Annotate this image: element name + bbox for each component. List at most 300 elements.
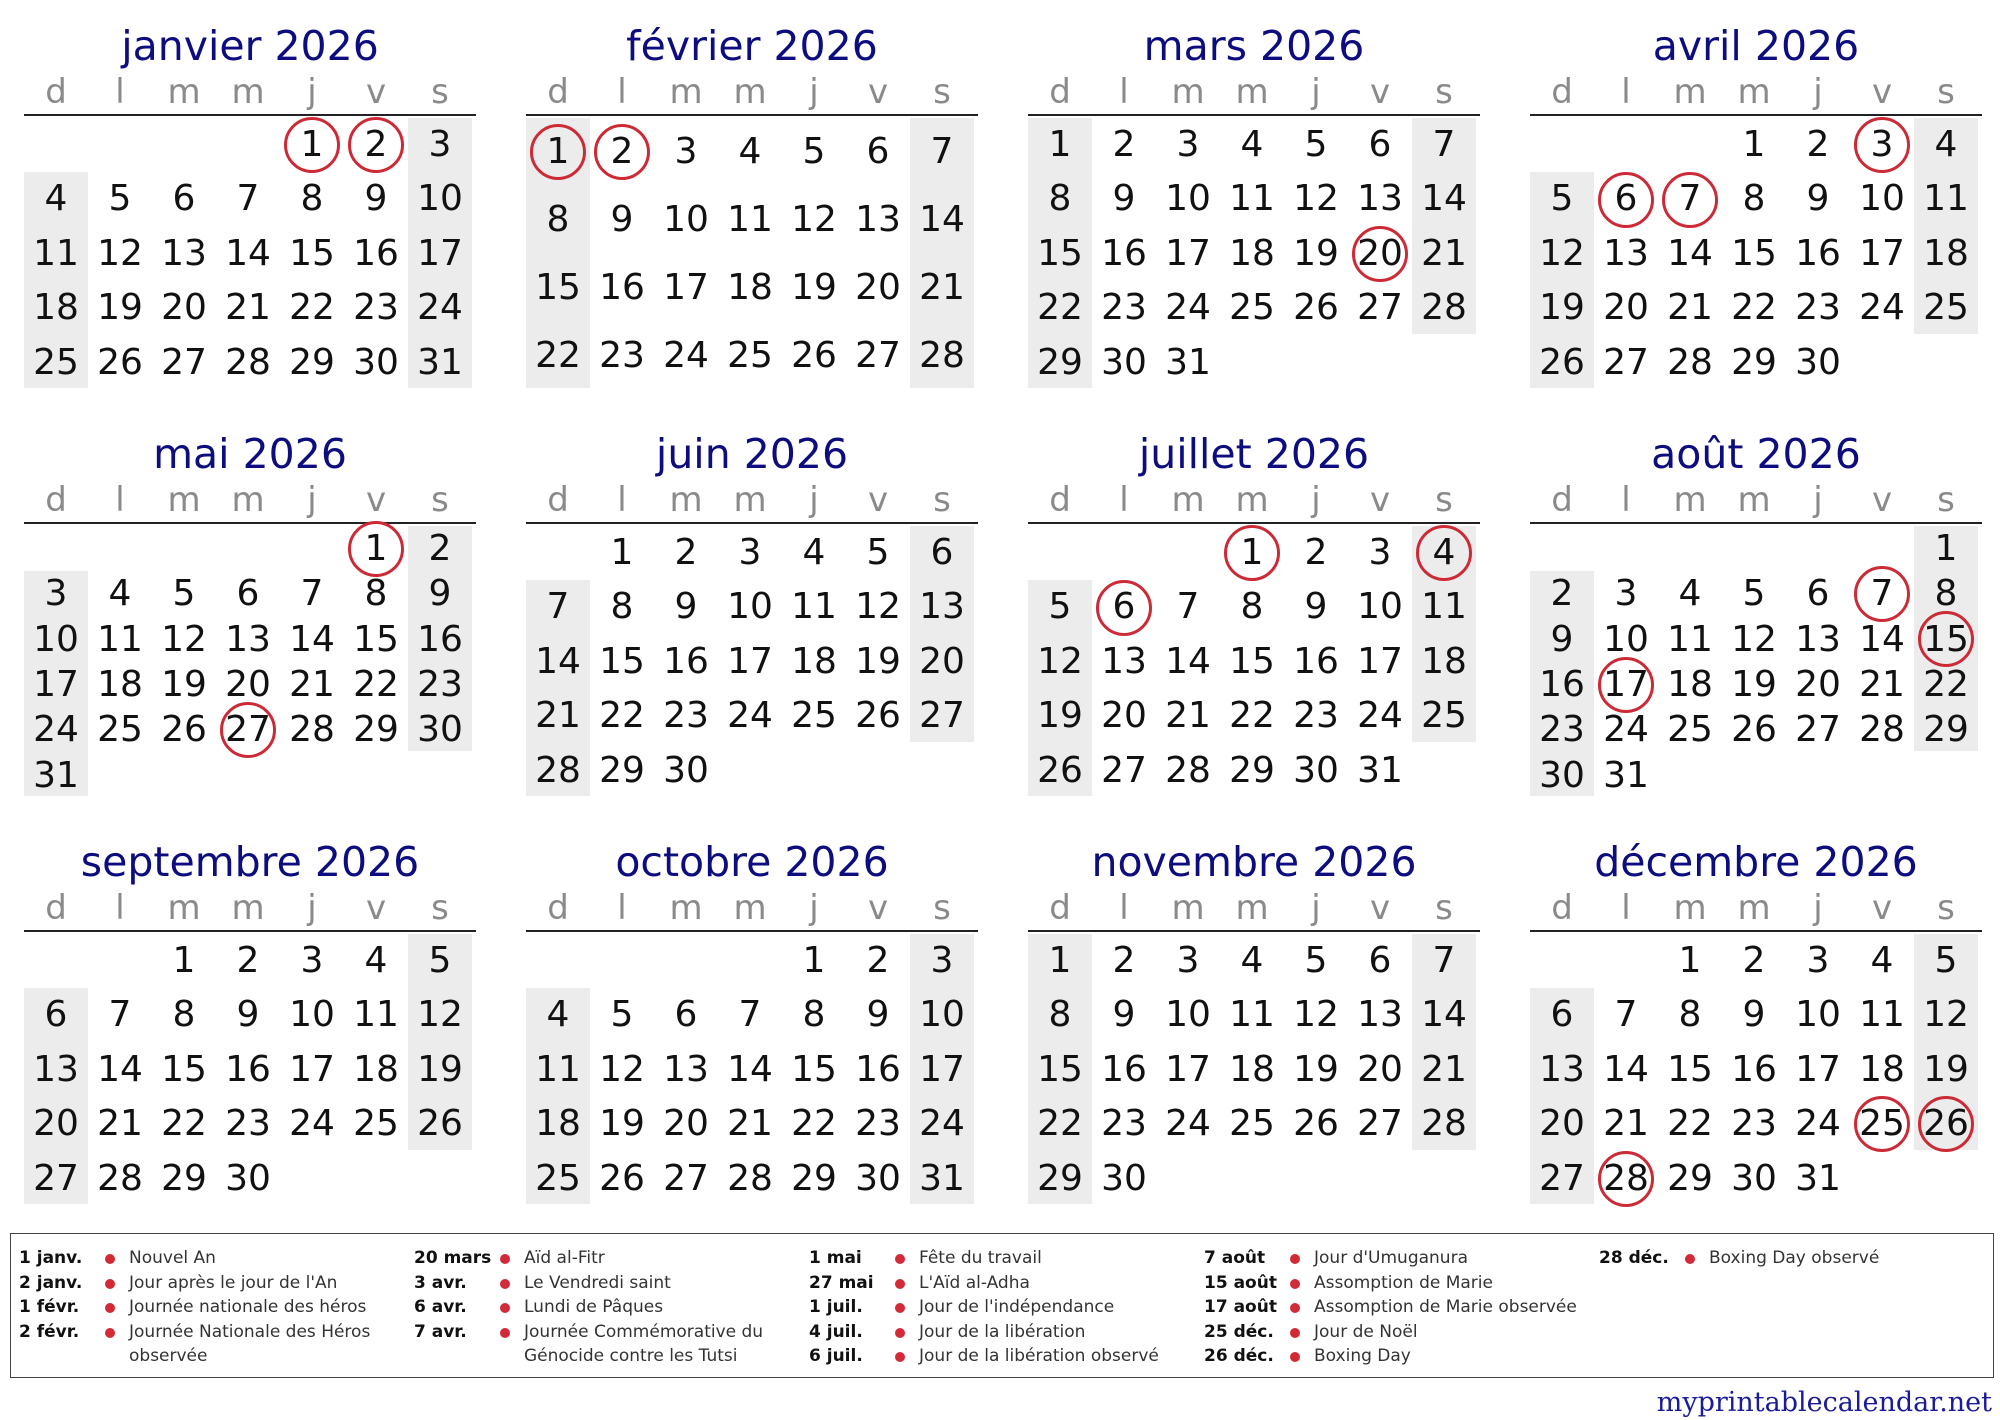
- day-cell: 22: [1923, 664, 1969, 705]
- day-cell: 5: [1934, 940, 1958, 981]
- day-cell: 28: [535, 749, 581, 791]
- day-cell: 24: [289, 1103, 335, 1145]
- day-cell: 23: [1101, 1103, 1147, 1145]
- day-cell: 7: [546, 586, 570, 628]
- day-cell: 24: [417, 287, 463, 329]
- day-cell: 26: [161, 709, 207, 751]
- bullet-icon: [500, 1254, 510, 1264]
- day-cell: 18: [1859, 1048, 1905, 1090]
- weekday-label: m: [733, 72, 767, 112]
- day-cell: 17: [1165, 232, 1211, 274]
- legend-column-3: [809, 1246, 1189, 1369]
- day-cell: 3: [674, 131, 698, 172]
- weekday-label: m: [231, 480, 265, 520]
- holiday-entry: [809, 1320, 1189, 1345]
- day-cell: 26: [1293, 1103, 1339, 1145]
- day-cell: 23: [663, 695, 709, 737]
- weekday-label: s: [1937, 72, 1955, 112]
- day-cell: 3: [1614, 573, 1638, 615]
- weekday-label: v: [867, 480, 889, 520]
- day-cell: 11: [1859, 994, 1905, 1036]
- day-cell: 18: [353, 1048, 399, 1090]
- month-8: [1530, 430, 1982, 796]
- day-cell: 17: [1165, 1048, 1211, 1090]
- day-cell: 20: [1348, 227, 1412, 281]
- holiday-entry: [1204, 1344, 1584, 1369]
- weekday-label: d: [1551, 72, 1573, 112]
- day-cell: 30: [1795, 341, 1841, 383]
- holiday-name: Fête du travail: [919, 1248, 1042, 1268]
- day-cell: 10: [289, 994, 335, 1036]
- day-cell: 13: [1795, 618, 1841, 660]
- weekday-label: v: [1369, 480, 1391, 520]
- day-cell: 23: [225, 1103, 271, 1145]
- weekday-label: d: [1049, 72, 1071, 112]
- legend-column-5: [1599, 1246, 1979, 1271]
- day-cell: 3: [44, 573, 68, 615]
- holiday-circle: [530, 124, 586, 180]
- day-cell: 10: [663, 199, 709, 240]
- weekday-label: v: [867, 888, 889, 928]
- day-cell: 12: [791, 199, 837, 240]
- day-cell: 26: [599, 1157, 645, 1199]
- weekday-label: s: [933, 72, 951, 112]
- bullet-icon: [105, 1328, 115, 1338]
- day-cell: 14: [225, 232, 271, 274]
- day-cell: 22: [791, 1103, 837, 1145]
- day-cell: 17: [289, 1048, 335, 1090]
- day-cell: 2: [1742, 940, 1766, 981]
- weekday-label: l: [1119, 888, 1129, 928]
- day-cell: 1: [1934, 528, 1958, 569]
- bullet-icon: [895, 1279, 905, 1289]
- day-cell: 14: [1165, 640, 1211, 682]
- day-cell: 30: [225, 1157, 271, 1199]
- weekday-label: m: [1171, 72, 1205, 112]
- day-cell: 21: [1421, 232, 1467, 274]
- day-cell: 12: [1293, 994, 1339, 1036]
- weekday-label: m: [1235, 72, 1269, 112]
- day-cell: 4: [802, 532, 826, 573]
- day-cell: 22: [1037, 287, 1083, 329]
- day-cell: 1: [344, 526, 408, 571]
- bullet-icon: [1290, 1352, 1300, 1362]
- month-4: [1530, 22, 1982, 388]
- day-cell: 14: [919, 199, 965, 240]
- day-cell: 7: [930, 131, 954, 172]
- weekday-label: m: [1737, 480, 1771, 520]
- day-cell: 19: [1293, 1048, 1339, 1090]
- day-cell: 7: [1850, 571, 1914, 616]
- weekday-label: s: [1937, 888, 1955, 928]
- day-cell: 21: [1859, 664, 1905, 705]
- day-cell: 8: [1742, 178, 1766, 220]
- day-cell: 13: [1101, 640, 1147, 682]
- month-12: [1530, 838, 1982, 1204]
- weekday-header: [24, 70, 476, 116]
- weekday-label: d: [45, 480, 67, 520]
- weekday-label: m: [167, 72, 201, 112]
- day-cell: 11: [97, 618, 143, 660]
- day-cell: 31: [919, 1157, 965, 1199]
- day-cell: 25: [727, 335, 773, 376]
- day-cell: 26: [1293, 287, 1339, 329]
- day-cell: 24: [919, 1103, 965, 1145]
- weekday-label: l: [115, 888, 125, 928]
- weekday-label: d: [547, 888, 569, 928]
- day-cell: 28: [97, 1157, 143, 1199]
- day-cell: 12: [599, 1048, 645, 1090]
- day-cell: 8: [300, 178, 324, 220]
- weekday-label: m: [733, 480, 767, 520]
- day-cell: 2: [1806, 124, 1830, 165]
- day-cell: 27: [663, 1157, 709, 1199]
- month-6: [526, 430, 978, 796]
- day-cell: 9: [1112, 994, 1136, 1036]
- day-cell: 5: [1304, 940, 1328, 981]
- holiday-date: 1 juil.: [809, 1297, 863, 1318]
- holiday-circle: [1598, 1151, 1654, 1207]
- day-grid: [1530, 116, 1982, 388]
- day-cell: 9: [1742, 994, 1766, 1036]
- bullet-icon: [895, 1328, 905, 1338]
- day-cell: 17: [1357, 640, 1403, 682]
- day-cell: 14: [1603, 1048, 1649, 1090]
- month-7: [1028, 430, 1480, 796]
- day-cell: 23: [1731, 1103, 1777, 1145]
- day-cell: 18: [727, 267, 773, 308]
- day-cell: 18: [1229, 1048, 1275, 1090]
- day-cell: 11: [33, 232, 79, 274]
- day-cell: 9: [1550, 618, 1574, 660]
- day-cell: 12: [1923, 994, 1969, 1036]
- weekday-label: s: [1937, 480, 1955, 520]
- day-cell: 20: [663, 1103, 709, 1145]
- weekday-label: j: [1311, 480, 1321, 520]
- holiday-entry: [1204, 1320, 1584, 1345]
- day-cell: 8: [610, 586, 634, 628]
- day-cell: 31: [1165, 341, 1211, 383]
- month-title: mai 2026: [153, 430, 347, 478]
- website-link[interactable]: myprintablecalendar.net: [1656, 1387, 1992, 1418]
- day-cell: 12: [855, 586, 901, 628]
- day-cell: 16: [1293, 640, 1339, 682]
- holiday-date: 3 avr.: [414, 1272, 467, 1293]
- day-cell: 2: [1112, 940, 1136, 981]
- month-title: janvier 2026: [121, 22, 379, 70]
- holiday-circle: [1662, 172, 1718, 228]
- weekday-header: [1530, 478, 1982, 524]
- day-cell: 5: [610, 994, 634, 1036]
- weekday-label: j: [809, 480, 819, 520]
- day-cell: 29: [353, 709, 399, 751]
- weekday-label: m: [1171, 480, 1205, 520]
- day-grid: [526, 932, 978, 1204]
- day-cell: 10: [33, 618, 79, 660]
- day-cell: 1: [280, 118, 344, 172]
- weekday-label: m: [1171, 888, 1205, 928]
- day-cell: 16: [1101, 232, 1147, 274]
- weekday-header: [24, 478, 476, 524]
- day-cell: 6: [1550, 994, 1574, 1036]
- holiday-date: 6 avr.: [414, 1297, 467, 1318]
- day-cell: 27: [1357, 287, 1403, 329]
- day-cell: 15: [289, 232, 335, 274]
- weekday-label: l: [1621, 72, 1631, 112]
- weekday-label: v: [1871, 888, 1893, 928]
- weekday-label: d: [45, 72, 67, 112]
- holiday-circle: [348, 117, 404, 173]
- day-cell: 7: [1432, 940, 1456, 981]
- day-cell: 2: [236, 940, 260, 981]
- bullet-icon: [1290, 1279, 1300, 1289]
- day-cell: 15: [353, 618, 399, 660]
- day-cell: 7: [108, 994, 132, 1036]
- day-grid: [1028, 932, 1480, 1204]
- day-cell: 25: [535, 1157, 581, 1199]
- day-cell: 17: [1594, 662, 1658, 707]
- holiday-name: Journée nationale des héros: [129, 1297, 367, 1318]
- day-cell: 25: [97, 709, 143, 751]
- day-cell: 22: [1229, 695, 1275, 737]
- day-cell: 20: [33, 1103, 79, 1145]
- day-cell: 6: [930, 532, 954, 573]
- day-cell: 21: [1667, 287, 1713, 329]
- holiday-name: Jour de la libération observé: [919, 1346, 1159, 1367]
- bullet-icon: [895, 1254, 905, 1264]
- day-cell: 24: [663, 335, 709, 376]
- day-cell: 25: [1850, 1097, 1914, 1151]
- weekday-label: s: [431, 888, 449, 928]
- day-cell: 24: [1165, 287, 1211, 329]
- day-cell: 4: [1934, 124, 1958, 165]
- day-cell: 1: [1678, 940, 1702, 981]
- holiday-entry: [414, 1320, 794, 1369]
- weekday-label: s: [1435, 888, 1453, 928]
- day-cell: 23: [417, 664, 463, 705]
- day-cell: 27: [216, 707, 280, 752]
- day-grid: [1530, 524, 1982, 796]
- weekday-label: s: [1435, 480, 1453, 520]
- day-cell: 18: [33, 287, 79, 329]
- day-cell: 29: [289, 341, 335, 383]
- day-cell: 19: [1731, 664, 1777, 705]
- weekday-label: l: [1119, 72, 1129, 112]
- day-cell: 8: [1678, 994, 1702, 1036]
- day-cell: 1: [610, 532, 634, 573]
- day-cell: 1: [1742, 124, 1766, 165]
- day-cell: 24: [1357, 695, 1403, 737]
- weekday-header: [1530, 70, 1982, 116]
- day-cell: 19: [1539, 287, 1585, 329]
- day-cell: 14: [1859, 618, 1905, 660]
- day-cell: 4: [1240, 124, 1264, 165]
- holiday-name: Jour de l'indépendance: [919, 1297, 1115, 1318]
- holiday-name: Boxing Day observé: [1709, 1248, 1880, 1268]
- month-title: juillet 2026: [1138, 430, 1370, 478]
- holiday-date: 4 juil.: [809, 1321, 863, 1342]
- day-cell: 16: [417, 618, 463, 660]
- legend-column-1: [19, 1246, 399, 1369]
- day-cell: 30: [663, 749, 709, 791]
- day-grid: [1028, 116, 1480, 388]
- day-cell: 27: [1357, 1103, 1403, 1145]
- month-title: mars 2026: [1143, 22, 1365, 70]
- day-cell: 6: [44, 994, 68, 1036]
- weekday-header: [526, 70, 978, 116]
- weekday-label: d: [547, 480, 569, 520]
- day-cell: 20: [855, 267, 901, 308]
- day-grid: [1028, 524, 1480, 796]
- day-cell: 25: [33, 341, 79, 383]
- day-cell: 20: [1795, 664, 1841, 705]
- day-cell: 17: [663, 267, 709, 308]
- day-cell: 31: [417, 341, 463, 383]
- day-cell: 28: [1421, 1103, 1467, 1145]
- day-cell: 22: [535, 335, 581, 376]
- day-cell: 2: [1550, 573, 1574, 615]
- day-cell: 11: [1421, 586, 1467, 628]
- day-cell: 26: [1037, 749, 1083, 791]
- weekday-label: j: [809, 72, 819, 112]
- day-cell: 3: [1176, 124, 1200, 165]
- weekday-header: [1028, 70, 1480, 116]
- day-cell: 14: [97, 1048, 143, 1090]
- day-cell: 14: [1667, 232, 1713, 274]
- day-cell: 9: [428, 573, 452, 615]
- day-cell: 10: [1603, 618, 1649, 660]
- day-cell: 18: [1421, 640, 1467, 682]
- holiday-circle: [220, 702, 276, 758]
- day-cell: 1: [1048, 940, 1072, 981]
- holiday-entry: [1204, 1295, 1584, 1320]
- holiday-name: Jour après le jour de l'An: [129, 1272, 338, 1293]
- day-cell: 11: [353, 994, 399, 1036]
- day-cell: 8: [1048, 994, 1072, 1036]
- day-grid: [1530, 932, 1982, 1204]
- day-cell: 15: [1037, 232, 1083, 274]
- day-cell: 21: [919, 267, 965, 308]
- day-cell: 6: [866, 131, 890, 172]
- bullet-icon: [500, 1303, 510, 1313]
- day-cell: 24: [727, 695, 773, 737]
- day-cell: 1: [172, 940, 196, 981]
- day-cell: 23: [855, 1103, 901, 1145]
- day-cell: 8: [802, 994, 826, 1036]
- holiday-date: 17 août: [1204, 1297, 1277, 1318]
- holiday-circle: [1224, 525, 1280, 581]
- holiday-circle: [1598, 657, 1654, 713]
- day-cell: 24: [33, 709, 79, 751]
- day-cell: 16: [1101, 1048, 1147, 1090]
- day-cell: 19: [1037, 695, 1083, 737]
- weekday-header: [1530, 886, 1982, 932]
- day-cell: 18: [535, 1103, 581, 1145]
- day-cell: 16: [1731, 1048, 1777, 1090]
- weekday-label: j: [307, 888, 317, 928]
- day-cell: 7: [300, 573, 324, 615]
- day-cell: 28: [1421, 287, 1467, 329]
- weekday-label: l: [1621, 480, 1631, 520]
- legend-column-2: [414, 1246, 794, 1369]
- legend-column-4: [1204, 1246, 1584, 1369]
- holiday-date: 28 déc.: [1599, 1248, 1669, 1268]
- bullet-icon: [1290, 1303, 1300, 1313]
- weekday-label: m: [1737, 72, 1771, 112]
- weekday-label: j: [307, 480, 317, 520]
- day-cell: 9: [1806, 178, 1830, 220]
- day-cell: 15: [1914, 617, 1978, 662]
- bullet-icon: [105, 1254, 115, 1264]
- day-cell: 9: [610, 199, 634, 240]
- holiday-entry: [19, 1271, 399, 1296]
- day-cell: 4: [738, 131, 762, 172]
- day-cell: 12: [161, 618, 207, 660]
- day-cell: 29: [1667, 1157, 1713, 1199]
- day-cell: 30: [1539, 754, 1585, 796]
- day-cell: 11: [535, 1048, 581, 1090]
- day-cell: 29: [1037, 341, 1083, 383]
- weekday-label: d: [1551, 480, 1573, 520]
- day-cell: 28: [1667, 341, 1713, 383]
- weekday-header: [24, 886, 476, 932]
- day-cell: 2: [866, 940, 890, 981]
- weekday-label: m: [1235, 888, 1269, 928]
- day-cell: 22: [1667, 1103, 1713, 1145]
- day-cell: 15: [1229, 640, 1275, 682]
- weekday-label: m: [1235, 480, 1269, 520]
- weekday-label: m: [1673, 480, 1707, 520]
- holiday-date: 20 mars: [414, 1248, 492, 1268]
- day-cell: 18: [1923, 232, 1969, 274]
- day-cell: 29: [791, 1157, 837, 1199]
- day-cell: 12: [1293, 178, 1339, 220]
- holiday-circle: [1416, 525, 1472, 581]
- day-cell: 21: [1165, 695, 1211, 737]
- holiday-date: 7 avr.: [414, 1321, 467, 1342]
- holiday-name: Boxing Day: [1314, 1346, 1411, 1367]
- day-cell: 2: [1112, 124, 1136, 165]
- day-cell: 13: [1357, 994, 1403, 1036]
- day-cell: 19: [791, 267, 837, 308]
- day-cell: 24: [1603, 709, 1649, 751]
- weekday-label: l: [115, 72, 125, 112]
- day-cell: 15: [535, 267, 581, 308]
- weekday-label: d: [1049, 480, 1071, 520]
- weekday-label: m: [669, 72, 703, 112]
- day-cell: 8: [364, 573, 388, 615]
- day-cell: 15: [161, 1048, 207, 1090]
- day-cell: 5: [1550, 178, 1574, 220]
- holiday-entry: [1204, 1246, 1584, 1271]
- holiday-date: 6 juil.: [809, 1346, 863, 1367]
- weekday-label: v: [1871, 480, 1893, 520]
- day-cell: 10: [1165, 178, 1211, 220]
- day-cell: 2: [674, 532, 698, 573]
- day-cell: 2: [1304, 532, 1328, 573]
- holiday-date: 15 août: [1204, 1272, 1277, 1293]
- day-grid: [526, 524, 978, 796]
- weekday-label: v: [365, 888, 387, 928]
- holiday-name: L'Aïd al-Adha: [919, 1272, 1030, 1293]
- day-cell: 5: [866, 532, 890, 573]
- month-title: décembre 2026: [1594, 838, 1918, 886]
- day-cell: 27: [1539, 1157, 1585, 1199]
- day-cell: 19: [1923, 1048, 1969, 1090]
- day-cell: 27: [1101, 749, 1147, 791]
- day-cell: 12: [417, 994, 463, 1036]
- day-cell: 26: [791, 335, 837, 376]
